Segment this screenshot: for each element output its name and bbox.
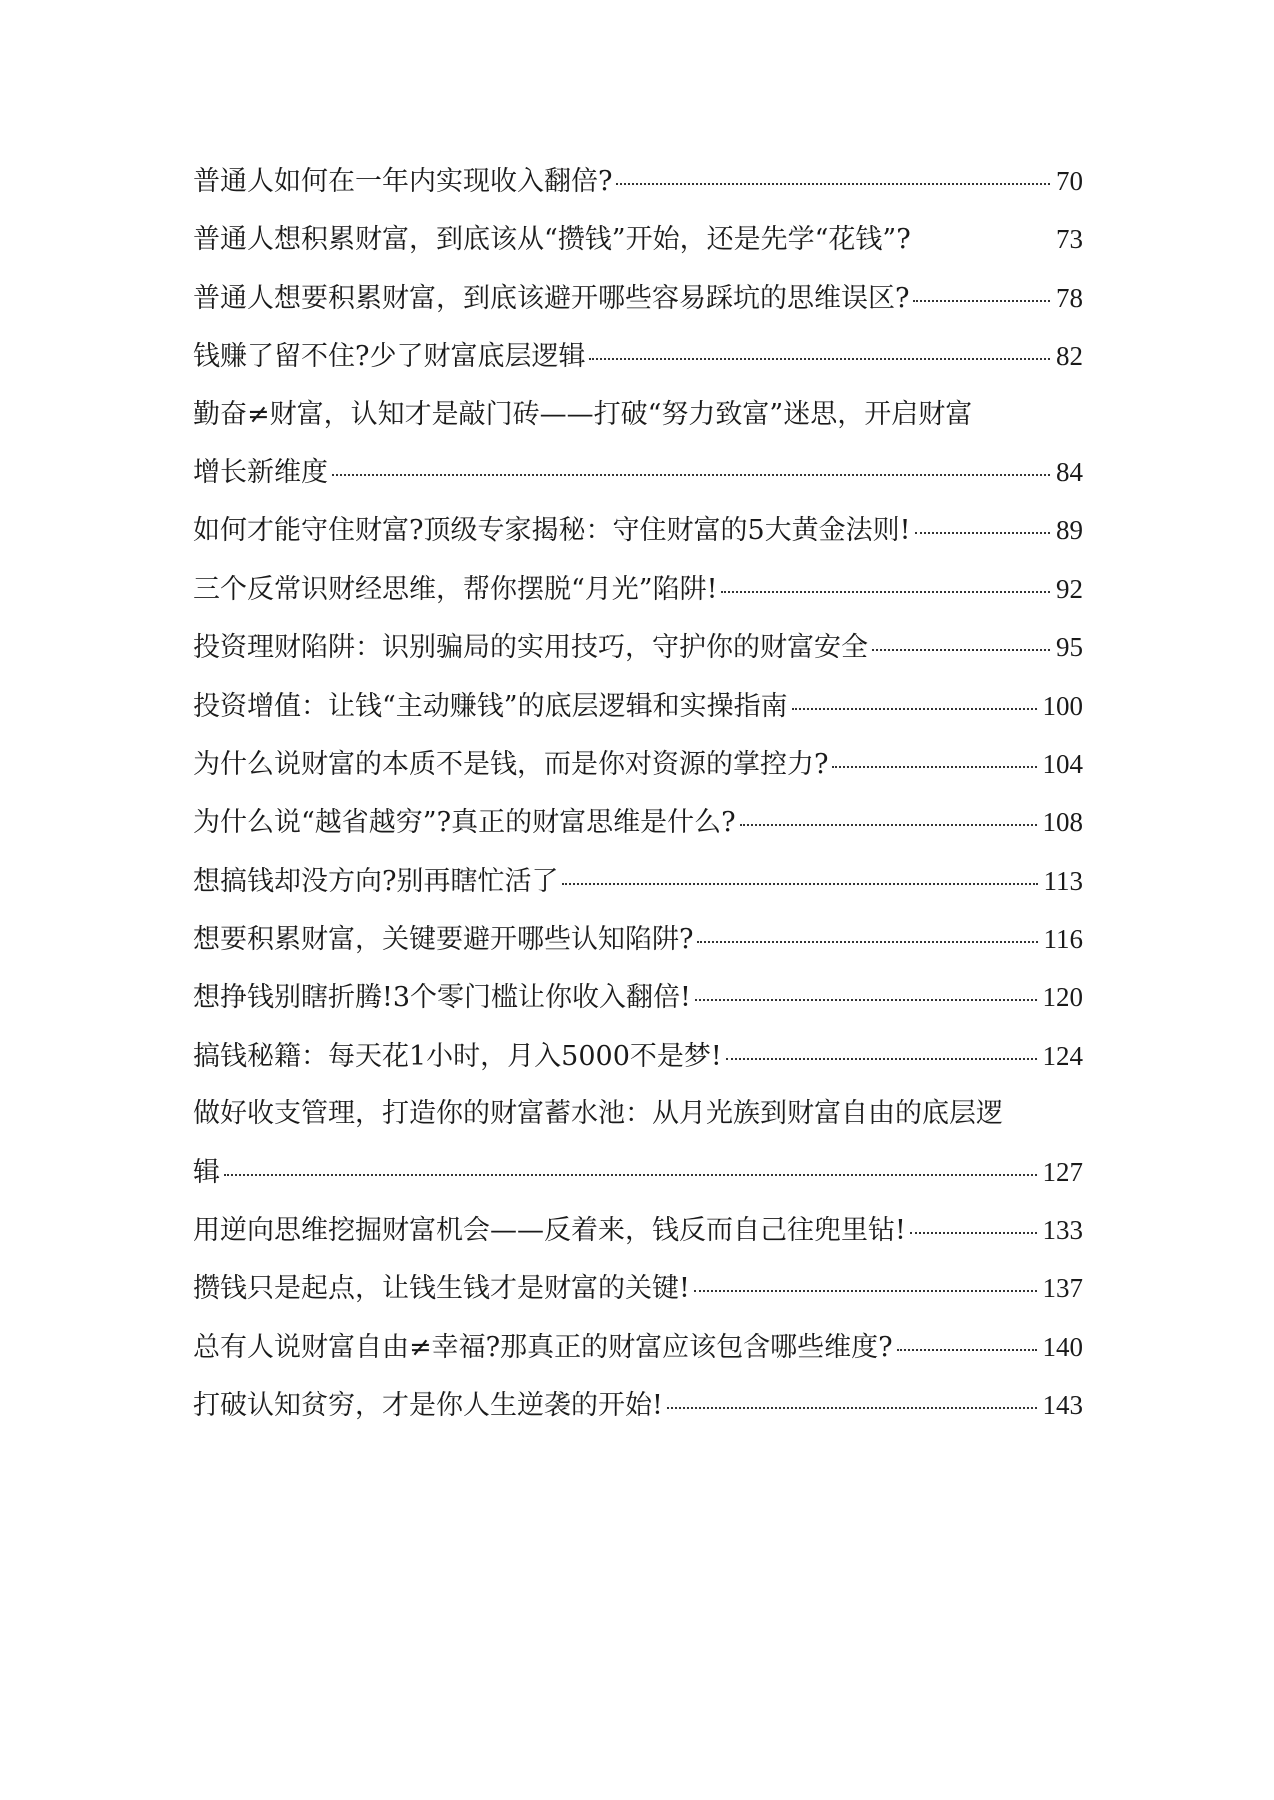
toc-entry-page: 89	[1056, 515, 1083, 546]
toc-entry-page: 100	[1042, 690, 1083, 721]
toc-entry-page: 137	[1042, 1273, 1083, 1304]
toc-entry-title: 攒钱只是起点，让钱生钱才是财富的关键!	[193, 1273, 690, 1305]
dot-leader	[740, 824, 1037, 826]
toc-entry	[193, 981, 1083, 1014]
toc-entry	[193, 1098, 1083, 1189]
dot-leader	[832, 766, 1036, 768]
toc-entry-title: 想要积累财富，关键要避开哪些认知陷阱?	[193, 924, 694, 956]
toc-entry-title: 为什么说“越省越穷”?真正的财富思维是什么?	[193, 807, 736, 839]
toc-entry-page: 73	[1056, 224, 1083, 255]
toc-entry-title: 搞钱秘籍：每天花1小时，月入5000不是梦!	[193, 1040, 722, 1072]
toc-entry-page: 133	[1042, 1215, 1083, 1246]
toc-entry-title: 用逆向思维挖掘财富机会——反着来，钱反而自己往兜里钻!	[193, 1215, 906, 1247]
table-of-contents	[193, 165, 1083, 1423]
toc-entry	[193, 748, 1083, 781]
toc-entry-title: 打破认知贫穷，才是你人生逆袭的开始!	[193, 1390, 663, 1422]
toc-entry	[193, 923, 1083, 956]
toc-entry	[193, 282, 1083, 315]
toc-entry-title: 三个反常识财经思维，帮你摆脱“月光”陷阱!	[193, 573, 718, 605]
toc-entry-title: 如何才能守住财富?顶级专家揭秘：守住财富的5大黄金法则!	[193, 515, 911, 547]
dot-leader	[694, 1290, 1037, 1292]
toc-entry-page: 95	[1056, 632, 1083, 663]
dot-leader	[224, 1174, 1037, 1176]
toc-entry	[193, 340, 1083, 373]
toc-entry-page: 78	[1056, 282, 1083, 313]
toc-entry	[193, 573, 1083, 606]
toc-entry-title-line1: 做好收支管理，打造你的财富蓄水池：从月光族到财富自由的底层逻	[193, 1098, 1003, 1130]
dot-leader	[697, 941, 1037, 943]
toc-entry-title: 普通人想积累财富，到底该从“攒钱”开始，还是先学“花钱”?	[193, 224, 911, 256]
dot-leader	[913, 300, 1050, 302]
dot-leader	[726, 1058, 1037, 1060]
toc-entry-title: 普通人想要积累财富，到底该避开哪些容易踩坑的思维误区?	[193, 282, 910, 314]
toc-entry	[193, 1272, 1083, 1305]
toc-entry-title: 增长新维度	[193, 456, 328, 488]
toc-entry-page: 143	[1042, 1390, 1083, 1421]
toc-entry-title: 投资理财陷阱：识别骗局的实用技巧，守护你的财富安全	[193, 632, 868, 664]
toc-entry-title: 想挣钱别瞎折腾!3个零门槛让你收入翻倍!	[193, 982, 691, 1014]
toc-entry-page: 124	[1042, 1040, 1083, 1071]
dot-leader	[910, 1232, 1037, 1234]
toc-entry-page: 120	[1042, 982, 1083, 1013]
toc-entry-page: 92	[1056, 573, 1083, 604]
toc-entry	[193, 165, 1083, 198]
toc-entry-page: 108	[1042, 807, 1083, 838]
toc-entry	[193, 631, 1083, 664]
dot-leader	[667, 1407, 1037, 1409]
dot-leader	[616, 183, 1050, 185]
toc-entry-page: 113	[1043, 865, 1083, 896]
dot-leader	[897, 1349, 1037, 1351]
toc-entry	[193, 1389, 1083, 1422]
dot-leader	[721, 591, 1050, 593]
toc-entry	[193, 1040, 1083, 1073]
toc-entry-page: 104	[1042, 748, 1083, 779]
toc-entry	[193, 806, 1083, 839]
toc-entry-title: 投资增值：让钱“主动赚钱”的底层逻辑和实操指南	[193, 690, 788, 722]
toc-entry-title: 普通人如何在一年内实现收入翻倍?	[193, 166, 613, 197]
toc-entry	[193, 1214, 1083, 1247]
toc-entry-title-line1: 勤奋≠财富，认知才是敲门砖——打破“努力致富”迷思，开启财富	[193, 398, 973, 430]
dot-leader	[915, 532, 1050, 534]
dot-leader	[872, 649, 1050, 651]
toc-entry-title: 想搞钱却没方向?别再瞎忙活了	[193, 865, 559, 897]
toc-entry-title: 为什么说财富的本质不是钱，而是你对资源的掌控力?	[193, 748, 829, 780]
toc-entry-page: 82	[1056, 341, 1083, 372]
dot-leader	[589, 358, 1050, 360]
dot-leader	[562, 883, 1037, 885]
toc-entry-page: 140	[1042, 1331, 1083, 1362]
toc-entry-title: 钱赚了留不住?少了财富底层逻辑	[193, 341, 586, 373]
toc-entry	[193, 1331, 1083, 1364]
dot-leader	[332, 474, 1050, 476]
toc-entry	[193, 399, 1083, 490]
toc-entry	[193, 690, 1083, 723]
toc-entry-title: 总有人说财富自由≠幸福?那真正的财富应该包含哪些维度?	[193, 1331, 893, 1363]
toc-entry	[193, 223, 1083, 256]
toc-entry	[193, 514, 1083, 547]
toc-entry-page: 116	[1043, 924, 1083, 955]
toc-entry	[193, 865, 1083, 898]
toc-entry-page: 70	[1056, 166, 1083, 196]
toc-entry-title: 辑	[193, 1156, 220, 1188]
dot-leader	[695, 999, 1037, 1001]
dot-leader	[792, 708, 1037, 710]
toc-entry-page: 84	[1056, 456, 1083, 487]
toc-entry-page: 127	[1042, 1156, 1083, 1187]
